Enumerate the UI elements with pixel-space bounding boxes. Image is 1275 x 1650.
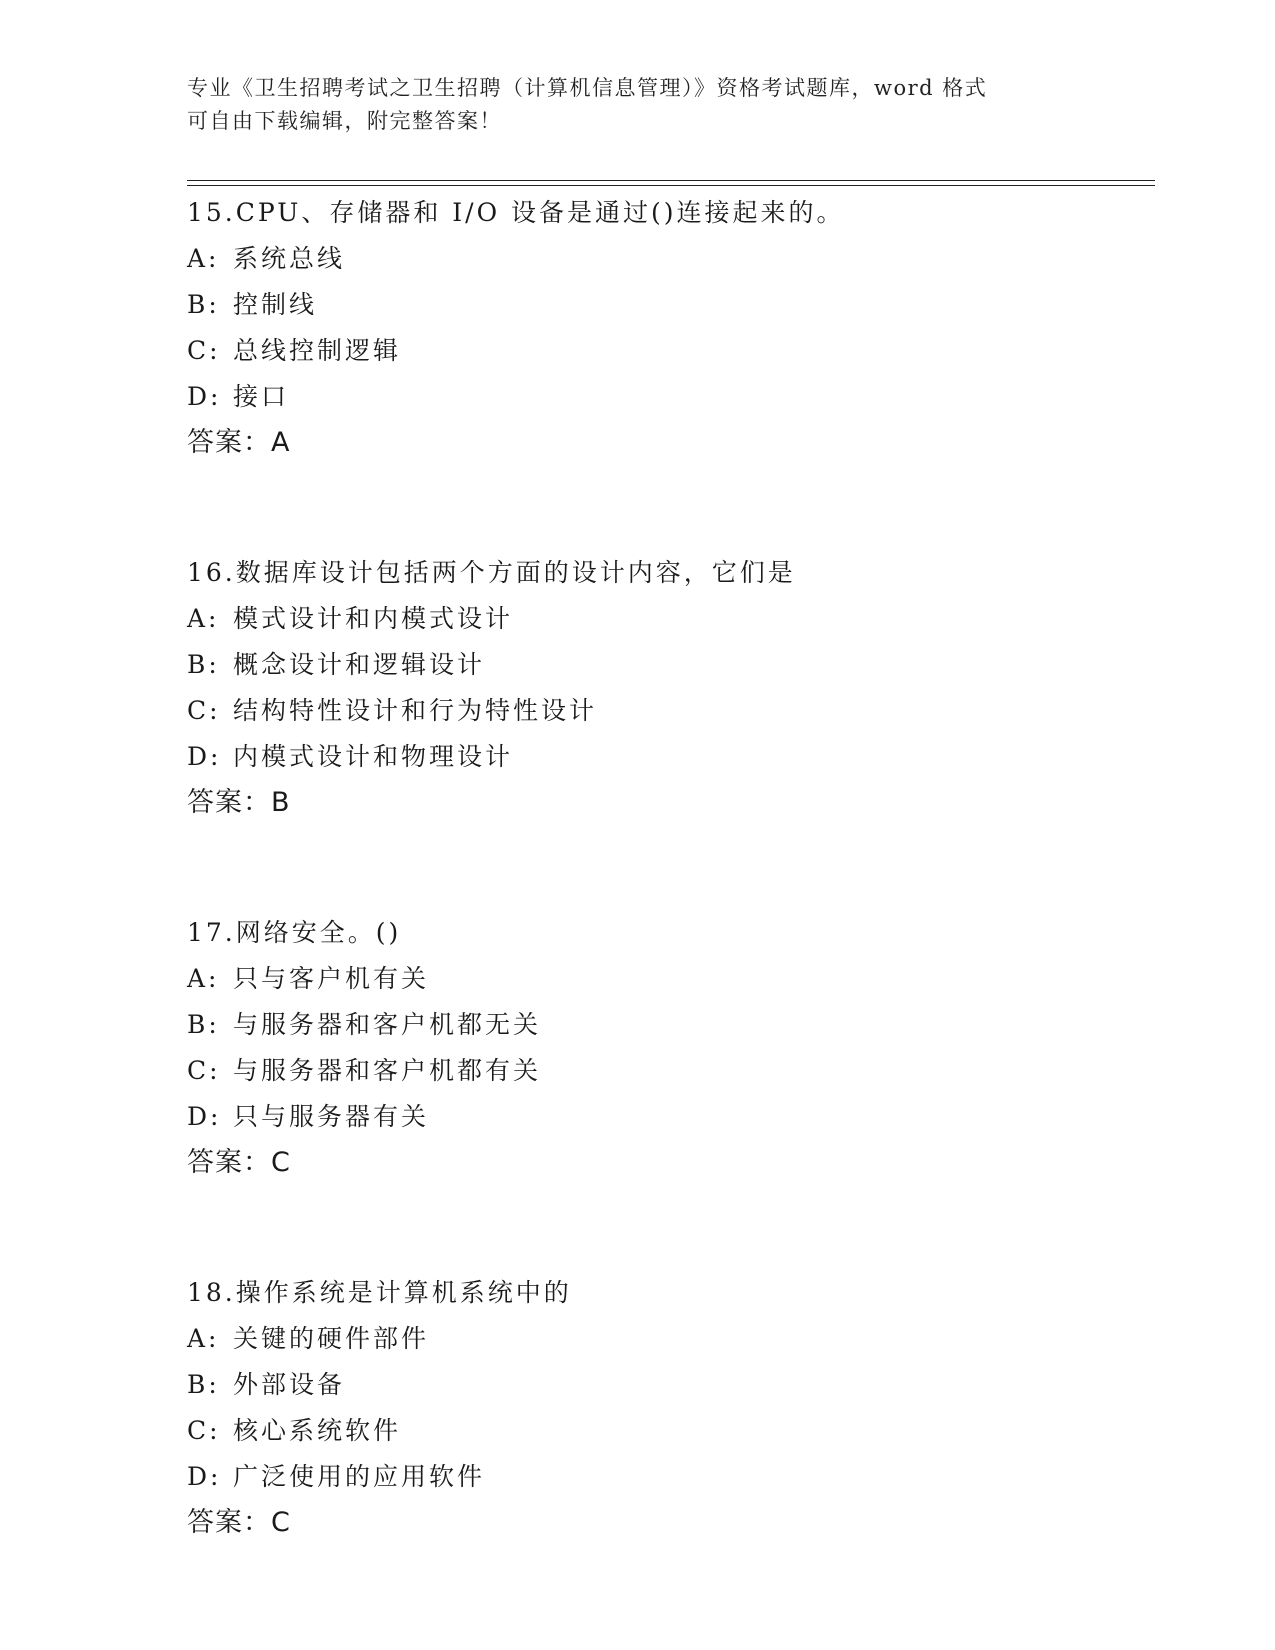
option-b: [187, 1002, 1147, 1048]
option-key: A:: [187, 1324, 220, 1353]
option-text: 内模式设计和物理设计: [233, 742, 514, 771]
option-text: 系统总线: [233, 244, 346, 273]
option-d: [187, 734, 1147, 780]
option-text: 只与服务器有关: [233, 1102, 430, 1131]
question-stem: 18.操作系统是计算机系统中的: [187, 1278, 572, 1307]
question-16: [187, 550, 1147, 826]
option-text: 广泛使用的应用软件: [233, 1462, 486, 1491]
answer-line: 答案：A: [187, 427, 291, 458]
option-text: 与服务器和客户机都有关: [233, 1056, 542, 1085]
option-text: 概念设计和逻辑设计: [233, 650, 486, 679]
option-key: D:: [187, 1462, 222, 1491]
option-text: 与服务器和客户机都无关: [233, 1010, 542, 1039]
option-key: D:: [187, 382, 222, 411]
option-c: [187, 328, 1147, 374]
option-text: 控制线: [233, 290, 318, 319]
option-a: [187, 1316, 1147, 1362]
option-text: 关键的硬件部件: [233, 1324, 430, 1353]
option-text: 只与客户机有关: [233, 964, 430, 993]
option-c: [187, 1408, 1147, 1454]
option-key: C:: [187, 336, 221, 365]
header-divider-bottom: [187, 185, 1155, 186]
question-stem: 17.网络安全。(): [187, 918, 402, 947]
option-key: C:: [187, 696, 221, 725]
answer-line: 答案：C: [187, 1507, 291, 1538]
option-text: 外部设备: [233, 1370, 346, 1399]
option-key: A:: [187, 964, 220, 993]
page-header: [187, 72, 1087, 138]
question-17: [187, 910, 1147, 1186]
option-text: 结构特性设计和行为特性设计: [233, 696, 598, 725]
option-key: B:: [187, 1010, 220, 1039]
option-key: C:: [187, 1056, 221, 1085]
header-line-1: 专业《卫生招聘考试之卫生招聘（计算机信息管理）》资格考试题库，word 格式: [187, 76, 988, 100]
option-key: A:: [187, 604, 220, 633]
option-key: D:: [187, 1102, 222, 1131]
option-d: [187, 1094, 1147, 1140]
question-stem: 16.数据库设计包括两个方面的设计内容，它们是: [187, 558, 796, 587]
header-divider-top: [187, 180, 1155, 181]
question-spacer: [187, 1186, 1147, 1270]
question-spacer: [187, 466, 1147, 550]
option-text: 总线控制逻辑: [233, 336, 402, 365]
option-a: [187, 956, 1147, 1002]
option-key: B:: [187, 650, 220, 679]
question-18: [187, 1270, 1147, 1546]
option-c: [187, 688, 1147, 734]
option-key: B:: [187, 290, 220, 319]
option-c: [187, 1048, 1147, 1094]
option-key: C:: [187, 1416, 221, 1445]
option-a: [187, 596, 1147, 642]
answer-line: 答案：B: [187, 787, 291, 818]
option-key: A:: [187, 244, 220, 273]
option-d: [187, 1454, 1147, 1500]
option-text: 模式设计和内模式设计: [233, 604, 514, 633]
question-stem: 15.CPU、存储器和 I/O 设备是通过()连接起来的。: [187, 198, 845, 227]
answer-line: 答案：C: [187, 1147, 291, 1178]
option-text: 接口: [233, 382, 290, 411]
option-b: [187, 642, 1147, 688]
question-spacer: [187, 826, 1147, 910]
option-text: 核心系统软件: [233, 1416, 402, 1445]
option-key: D:: [187, 742, 222, 771]
question-15: [187, 190, 1147, 466]
question-list: [187, 190, 1147, 1546]
option-d: [187, 374, 1147, 420]
option-key: B:: [187, 1370, 220, 1399]
header-line-2: 可自由下载编辑，附完整答案！: [187, 109, 502, 133]
option-b: [187, 282, 1147, 328]
option-b: [187, 1362, 1147, 1408]
option-a: [187, 236, 1147, 282]
